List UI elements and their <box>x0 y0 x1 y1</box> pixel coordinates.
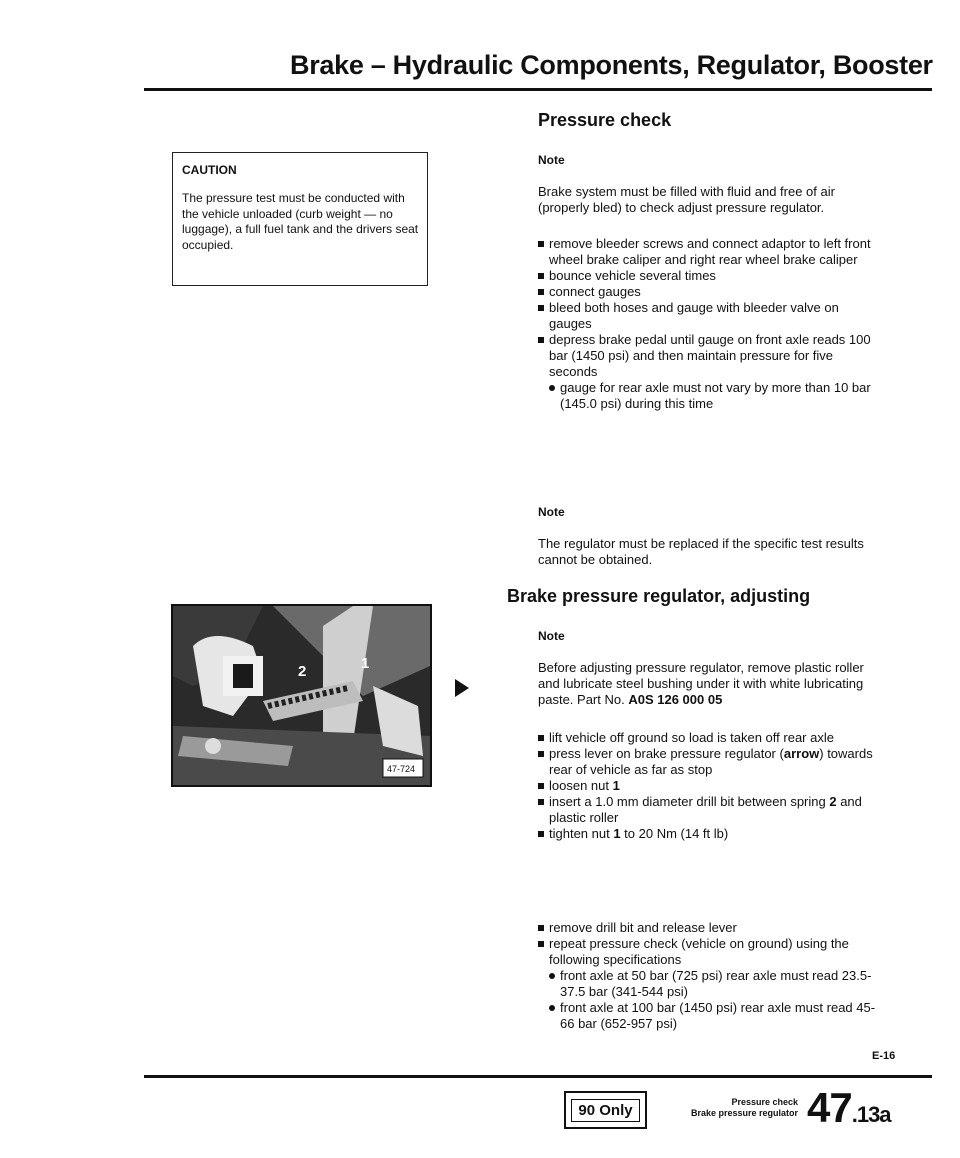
substep-item: gauge for rear axle must not vary by more than 10 bar (145.0 psi) during this time <box>549 380 878 412</box>
caution-box <box>172 152 428 286</box>
step-item: press lever on brake pressure regulator (arrow) towards rear of vehicle as far as stop <box>538 746 878 778</box>
regulator-illustration <box>173 606 430 785</box>
spec-item: front axle at 100 bar (1450 psi) rear axle must read 45-66 bar (652-957 psi) <box>549 1000 878 1032</box>
footer-rule <box>144 1075 932 1078</box>
page-code: E-16 <box>872 1050 896 1062</box>
footer-topics <box>668 1097 798 1119</box>
step-item: remove bleeder screws and connect adaptor to left front wheel brake caliper and right rear wheel brake caliper <box>538 236 878 268</box>
step-item: remove drill bit and release lever <box>538 920 878 936</box>
regulator-photo <box>171 604 432 787</box>
step-item: depress brake pedal until gauge on front axle reads 100 bar (1450 psi) and then maintain pressure for five seconds gauge for rear axle must not vary by more than 10 bar (145.0 psi) during this time <box>538 332 878 412</box>
caution-text: The pressure test must be conducted with the vehicle unloaded (curb weight — no luggage), a full fuel tank and the drivers seat occupied. <box>182 191 419 252</box>
note-label-2: Note <box>538 505 565 519</box>
caution-title: CAUTION <box>182 163 237 177</box>
callout-2: 2 <box>298 663 307 680</box>
step-item: repeat pressure check (vehicle on ground) using the following specifications front axle at 50 bar (725 psi) rear axle must read 23.5-37.5 bar (341-544 psi) front axle at 100 bar (1450 psi) rear axle must read 45-66 bar (652-957 psi) <box>538 936 878 1032</box>
spec-item: front axle at 50 bar (725 psi) rear axle must read 23.5-37.5 bar (341-544 psi) <box>549 968 878 1000</box>
step-item: bleed both hoses and gauge with bleeder valve on gauges <box>538 300 878 332</box>
page-title: Brake – Hydraulic Components, Regulator, Booster <box>290 50 933 80</box>
note-label: Note <box>538 153 565 167</box>
pressure-check-heading: Pressure check <box>538 110 672 130</box>
callout-1: 1 <box>361 655 370 672</box>
footer-topic-1: Pressure check <box>731 1097 798 1107</box>
figure-id: 47-724 <box>387 764 416 774</box>
model-badge <box>564 1091 647 1129</box>
arrow-right-icon <box>455 679 469 702</box>
step-item: loosen nut 1 <box>538 778 878 794</box>
adjusting-steps-2 <box>538 920 878 1032</box>
part-number: A0S 126 000 05 <box>628 692 723 707</box>
regulator-adjusting-heading: Brake pressure regulator, adjusting <box>507 586 811 606</box>
adjusting-steps <box>538 730 878 842</box>
page-number <box>807 1084 891 1132</box>
note-text-3: Before adjusting pressure regulator, remove plastic roller and lubricate steel bushing under it with white lubricating paste. Part No. A0S 126 000 05 <box>538 660 864 707</box>
note-label-3: Note <box>538 629 565 643</box>
note-text: Brake system must be filled with fluid and free of air (properly bled) to check adjust pressure regulator. <box>538 184 835 215</box>
step-item: bounce vehicle several times <box>538 268 878 284</box>
step-item: insert a 1.0 mm diameter drill bit between spring 2 and plastic roller <box>538 794 878 826</box>
model-badge-label: 90 Only <box>571 1099 639 1122</box>
header-rule <box>144 88 932 91</box>
step-item: lift vehicle off ground so load is taken off rear axle <box>538 730 878 746</box>
page-number-main: 47 <box>807 1084 852 1131</box>
page-number-sub: .13a <box>851 1102 891 1127</box>
pressure-check-steps <box>538 236 878 412</box>
step-item: connect gauges <box>538 284 878 300</box>
note-text-2: The regulator must be replaced if the specific test results cannot be obtained. <box>538 536 864 567</box>
step-item: tighten nut 1 to 20 Nm (14 ft lb) <box>538 826 878 842</box>
footer-topic-2: Brake pressure regulator <box>690 1108 798 1118</box>
